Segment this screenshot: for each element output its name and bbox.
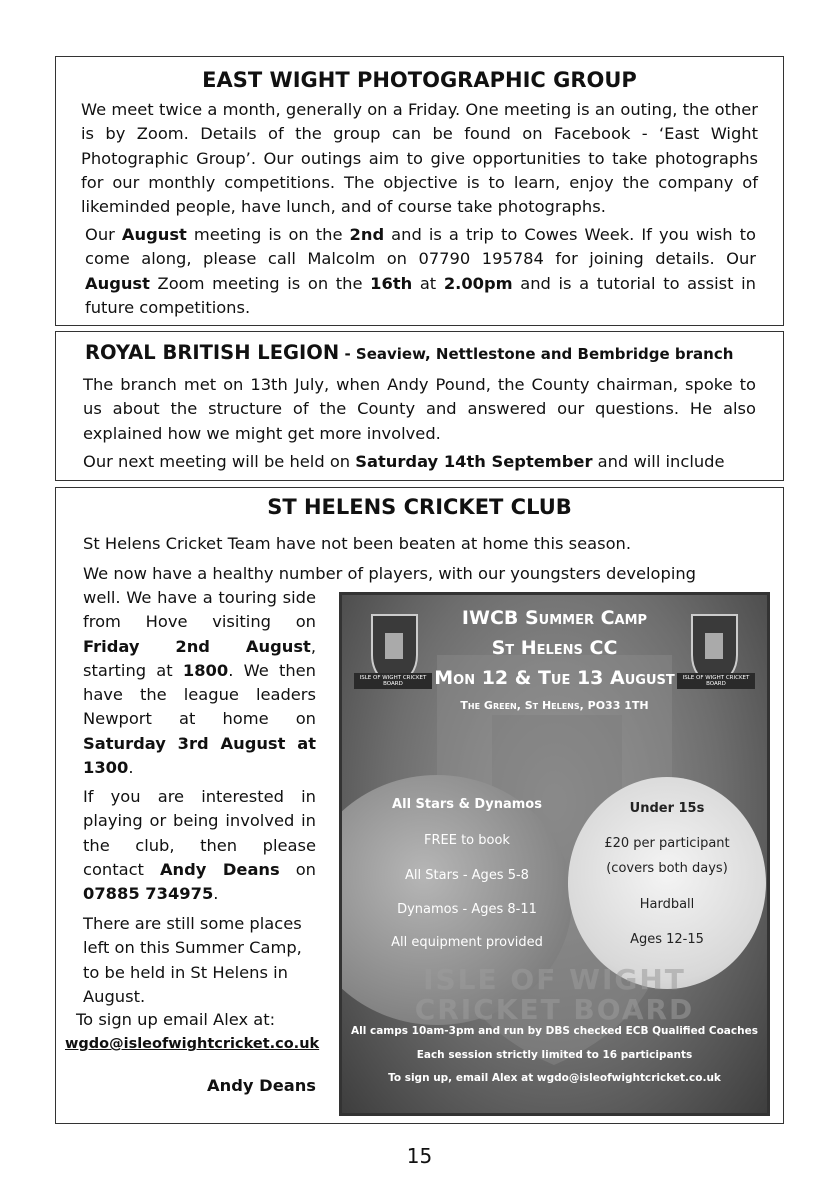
dynamos-ages: Dynamos - Ages 8-11 [397,902,537,917]
under-15s-price: £20 per participant [604,836,730,851]
page-number: 15 [406,1144,433,1168]
next-meeting-paragraph: Our next meeting will be held on Saturday 14th September and will include [83,452,725,471]
equipment-provided: All equipment provided [391,935,543,950]
poster-footer-signup: To sign up, email Alex at wgdo@isleofwightcricket.co.uk [388,1072,721,1084]
poster-venue: The Green, St Helens, PO33 1TH [460,699,649,712]
all-stars-ages: All Stars - Ages 5-8 [405,868,529,883]
section-title: ROYAL BRITISH LEGION - Seaview, Nettlestone and Bembridge branch [85,341,734,364]
poster-dates: Mon 12 & Tue 13 August [434,667,675,689]
poster-watermark-text: ISLE OF WIGHT CRICKET BOARD [414,963,695,1026]
royal-british-legion-section [55,331,784,481]
all-stars-title: All Stars & Dynamos [392,797,542,812]
contact-paragraph: If you are interested in playing or being involved in the club, then please contact Andy Deans on 07885 734975. [83,787,316,904]
summer-camp-poster [339,592,770,1116]
poster-club: St Helens CC [491,637,618,659]
august-meeting-paragraph: Our August meeting is on the 2nd and is a trip to Cowes Week. If you wish to come along, please call Malcolm on 07790 195784 for joining details. Our August Zoom meeting is on the 16th at 2.00pm and is a tutorial to assist in future competitions. [85,225,756,317]
st-helens-cricket-club-section [55,487,784,1124]
under-15s-hardball: Hardball [639,897,695,912]
east-wight-photographic-group-section [55,56,784,326]
poster-heading: IWCB Summer Camp [461,607,648,629]
under-15s-title: Under 15s [629,801,705,816]
intro-paragraph: We meet twice a month, generally on a Friday. One meeting is an outing, the other is by Zoom. Details of the group can be found on Facebook - ‘East Wight Photographic Group’. Our outings aim to give opportunities to take photographs for our monthly competitions. The objective is to learn, enjoy the company of likeminded people, have lunch, and of course take photographs. [81,100,758,217]
fixtures-paragraph: well. We have a touring side from Hove visiting on Friday 2nd August, starting at 1800. We then have the league leaders Newport at home on Saturday 3rd August at 1300. [83,588,316,778]
under-15s-ages: Ages 12-15 [630,932,704,947]
section-title: ST HELENS CRICKET CLUB [267,495,572,519]
summer-camp-paragraph: There are still some places left on this Summer Camp, to be held in St Helens in August. [83,914,302,1006]
email-link[interactable]: wgdo@isleofwightcricket.co.uk [65,1036,320,1052]
under-15s-days: (covers both days) [606,861,728,876]
all-stars-free: FREE to book [424,833,510,848]
section-title: EAST WIGHT PHOTOGRAPHIC GROUP [202,68,637,92]
section-subtitle: - Seaview, Nettlestone and Bembridge branch [339,345,734,363]
unbeaten-paragraph: St Helens Cricket Team have not been beaten at home this season. [83,534,632,553]
signature: Andy Deans [207,1076,316,1095]
signup-line: To sign up email Alex at: [76,1010,276,1029]
poster-footer-limit: Each session strictly limited to 16 participants [416,1049,693,1061]
badge-right-label: ISLE OF WIGHT CRICKET BOARD [682,675,750,687]
players-paragraph: We now have a healthy number of players, with our youngsters developing [83,564,697,583]
badge-left-label: ISLE OF WIGHT CRICKET BOARD [359,675,427,687]
poster-footer-times: All camps 10am-3pm and run by DBS checked ECB Qualified Coaches [351,1025,758,1037]
branch-meeting-paragraph: The branch met on 13th July, when Andy Pound, the County chairman, spoke to us about the structure of the County and answered our questions. He also explained how we might get more involved. [83,375,756,443]
